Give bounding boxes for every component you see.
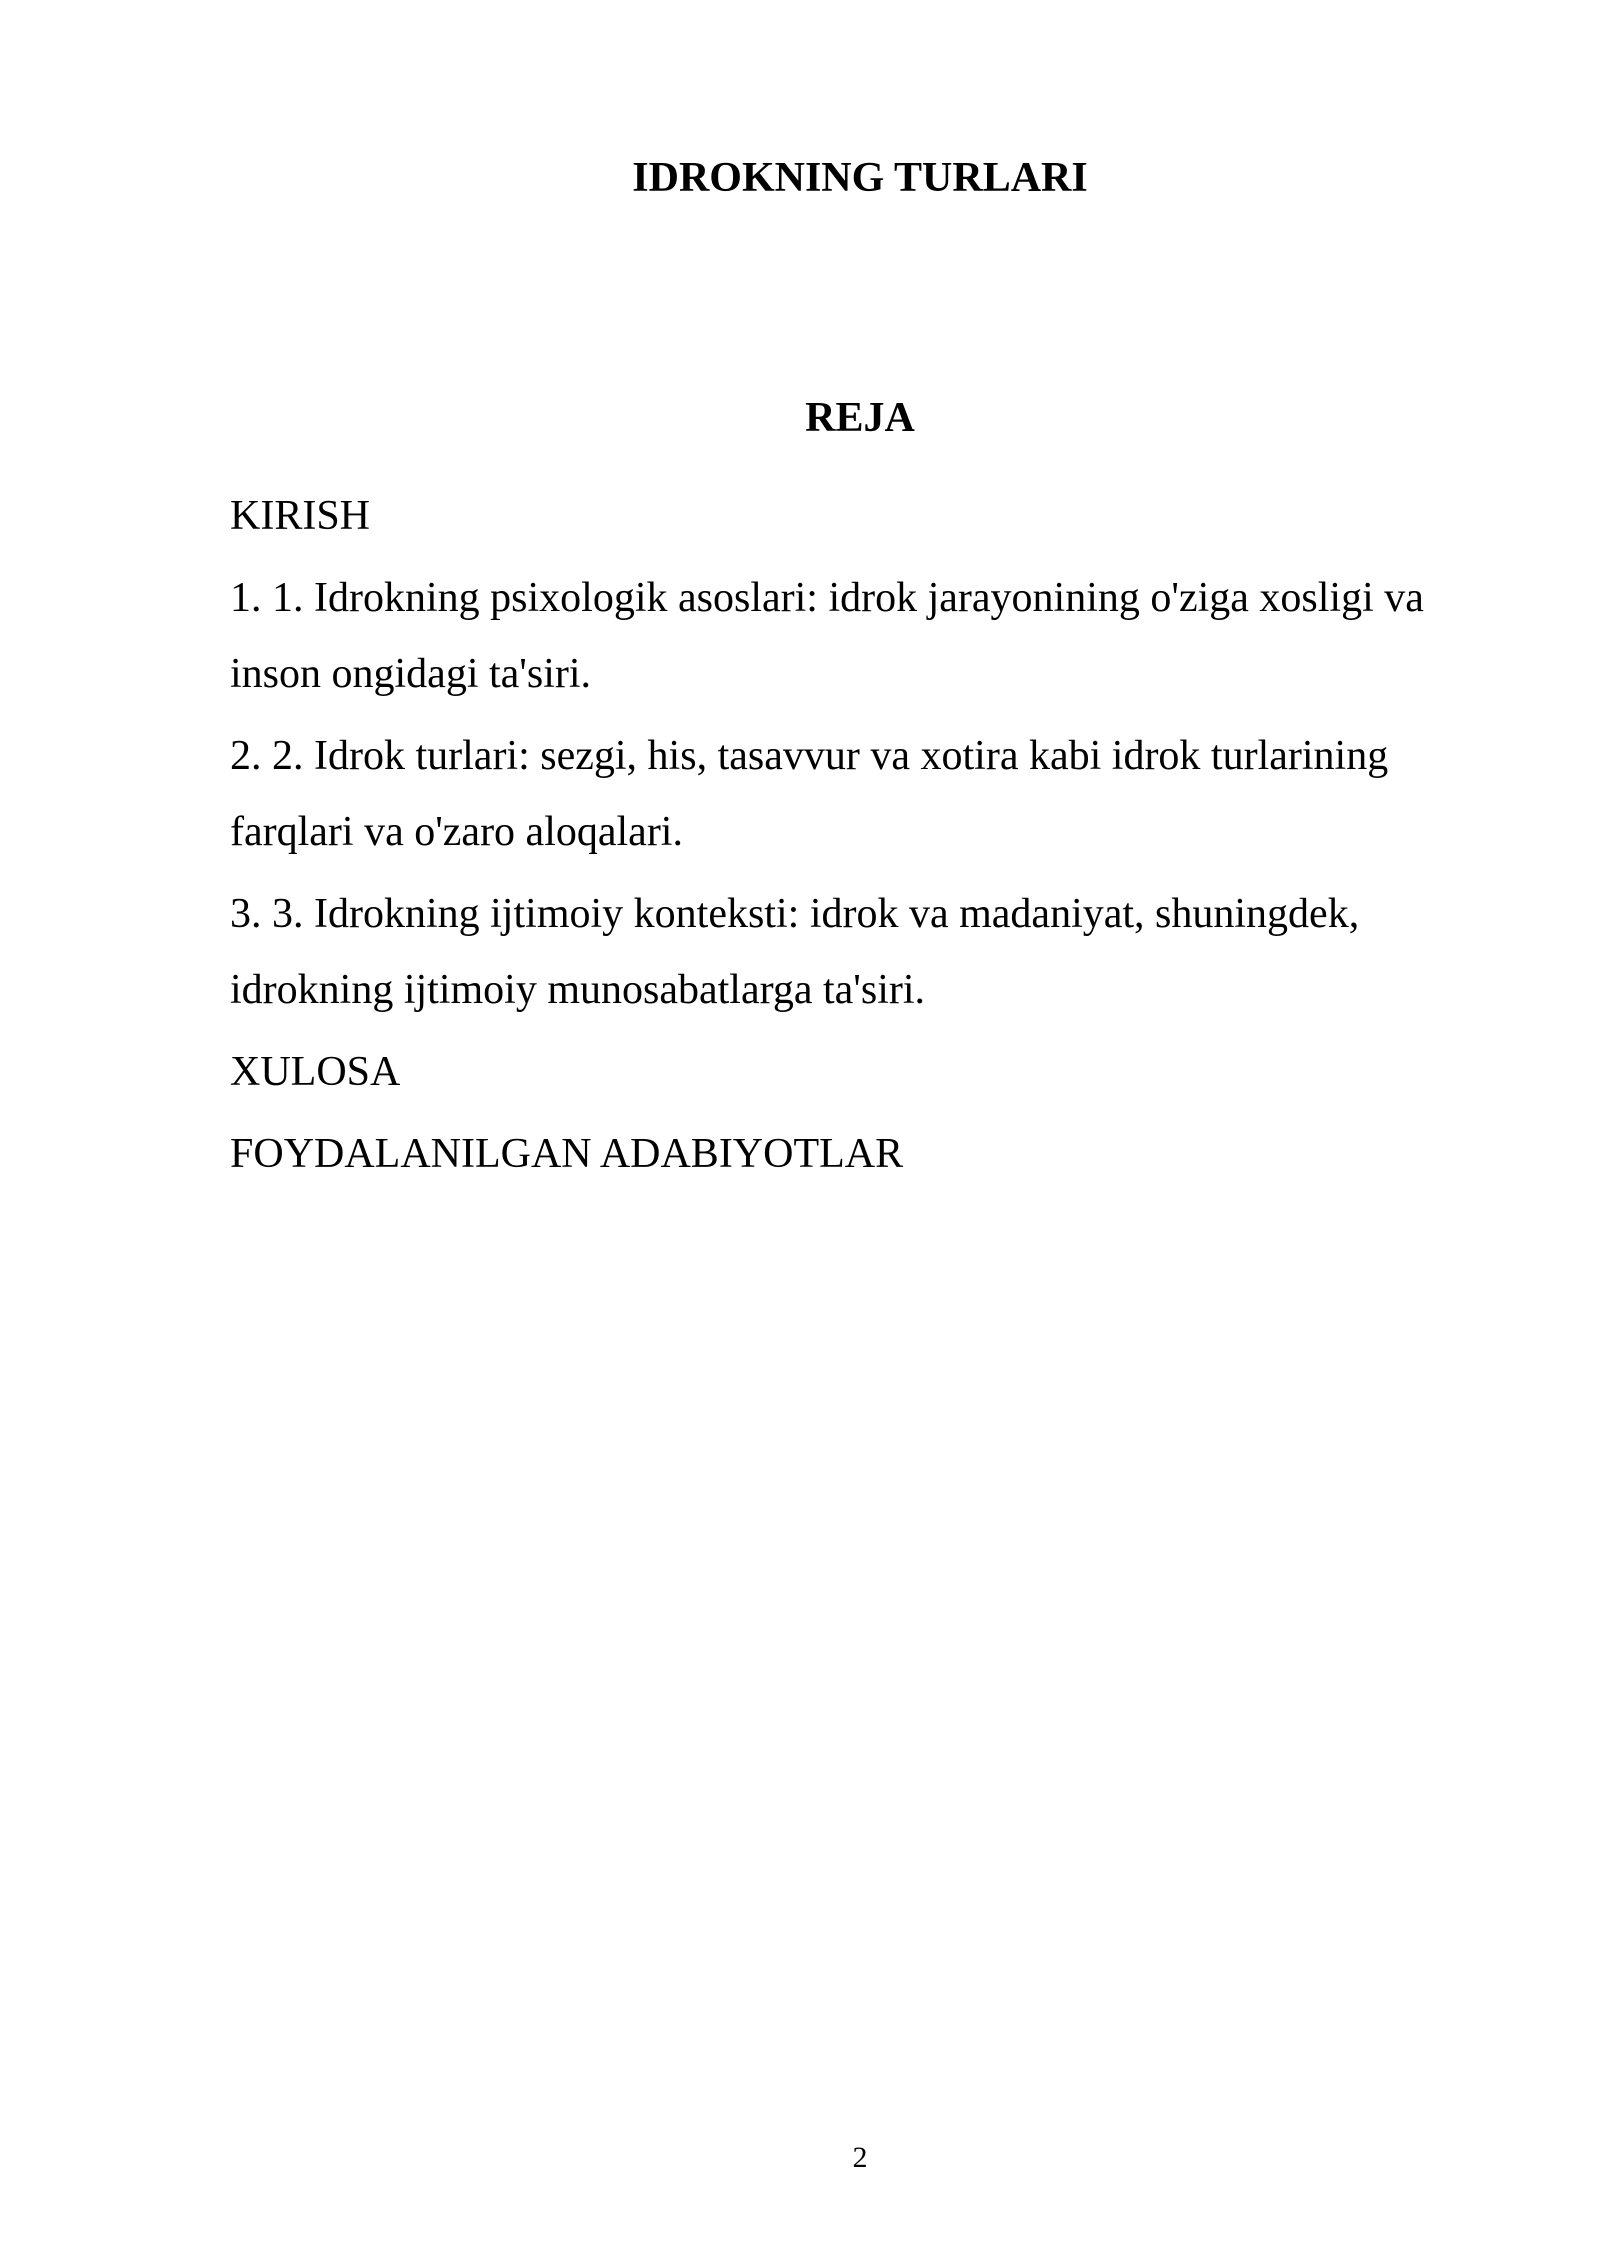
page-number: 2 [852, 2141, 868, 2174]
plan-list [230, 478, 1490, 1198]
plan-item-references: FOYDALANILGAN ADABIYOTLAR [230, 1131, 904, 1177]
plan-item-conclusion: XULOSA [230, 1049, 401, 1095]
document-title: IDROKNING TURLARI [632, 155, 1088, 201]
plan-item-1: 1. 1. Idrokning psixologik asoslari: idrok jarayonining o'ziga xosligi va inson ongidagi ta'siri. [230, 575, 1424, 697]
plan-heading: REJA [805, 395, 915, 441]
plan-item-2: 2. 2. Idrok turlari: sezgi, his, tasavvur va xotira kabi idrok turlarining farqlari va o'zaro aloqalari. [230, 733, 1389, 855]
plan-item-3: 3. 3. Idrokning ijtimoiy konteksti: idrok va madaniyat, shuningdek, idrokning ijtimoiy munosabatlarga ta'siri. [230, 891, 1360, 1013]
plan-item-introduction: KIRISH [230, 493, 371, 539]
